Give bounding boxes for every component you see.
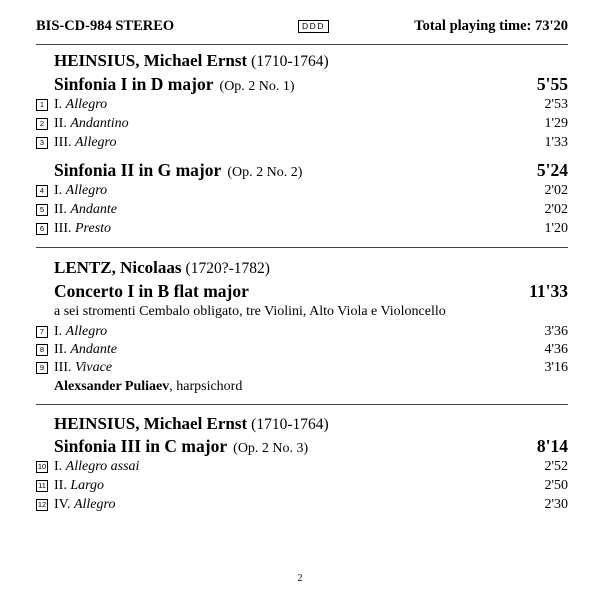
- booklet-header: [36, 18, 568, 38]
- section-divider: [36, 404, 568, 405]
- track-number-box: 12: [37, 500, 47, 509]
- movement-tempo: Allegro: [65, 324, 108, 339]
- track-duration: 3'36: [544, 324, 568, 339]
- work-duration: 11'33: [529, 281, 568, 301]
- track-number-box: 1: [36, 99, 48, 111]
- movement-tempo: Allegro: [65, 183, 108, 198]
- composer-name: HEINSIUS, Michael Ernst: [54, 51, 248, 70]
- track-duration: 2'53: [544, 97, 568, 112]
- movement-numeral: III.: [54, 135, 72, 150]
- composer-dates: (1720?-1782): [185, 260, 270, 277]
- work-duration: 5'24: [536, 160, 568, 180]
- track-row[interactable]: [36, 459, 568, 477]
- track-number-box: 4: [36, 185, 48, 197]
- track-duration: 2'02: [544, 202, 568, 217]
- work-instrumentation: a sei stromenti Cembalo obligato, tre Violini, Alto Viola e Violoncello: [54, 304, 446, 319]
- performer-role: , harpsichord: [169, 379, 243, 394]
- movement-tempo: Allegro: [75, 135, 117, 150]
- track-duration: 3'16: [544, 360, 568, 375]
- track-row[interactable]: [36, 360, 568, 378]
- performer-credit: [54, 379, 242, 395]
- movement-numeral: I.: [54, 324, 63, 339]
- track-row[interactable]: [36, 97, 568, 115]
- work-title: Sinfonia III in C major: [54, 436, 227, 456]
- track-number-box: 2: [36, 118, 48, 130]
- movement-numeral: IV.: [54, 497, 71, 512]
- work-title-row: [54, 281, 568, 303]
- total-playing-time: Total playing time: 73'20: [414, 18, 568, 34]
- movement-numeral: II.: [54, 202, 67, 217]
- movement-numeral: I.: [54, 459, 63, 474]
- track-duration: 2'02: [544, 183, 568, 198]
- composer-dates: (1710-1764): [251, 53, 329, 70]
- catalogue-number: BIS-CD-984 STEREO: [36, 18, 175, 34]
- performer-name: Alexsander Puliaev: [54, 379, 170, 394]
- composer-heading: [54, 258, 270, 278]
- track-row[interactable]: [36, 221, 568, 239]
- track-row[interactable]: [36, 202, 568, 220]
- track-number-box: 8: [36, 344, 48, 356]
- work-opus: (Op. 2 No. 2): [227, 165, 303, 180]
- composer-dates: (1710-1764): [251, 416, 329, 433]
- track-row[interactable]: [36, 324, 568, 342]
- work-title: Concerto I in B flat major: [54, 281, 249, 301]
- track-number-box: 3: [36, 137, 48, 149]
- work-title: Sinfonia II in G major: [54, 160, 221, 180]
- header-divider: [36, 44, 568, 45]
- track-number-box: 5: [36, 204, 48, 216]
- work-title-row: [54, 436, 568, 458]
- movement-numeral: I.: [54, 183, 63, 198]
- movement-numeral: II.: [54, 116, 67, 131]
- composer-name: HEINSIUS, Michael Ernst: [54, 414, 248, 433]
- track-duration: 2'50: [544, 478, 568, 493]
- movement-tempo: Andantino: [70, 116, 129, 131]
- work-duration: 8'14: [536, 436, 568, 456]
- track-duration: 2'30: [544, 497, 568, 512]
- section-divider: [36, 247, 568, 248]
- track-row[interactable]: [36, 342, 568, 360]
- work-title-row: [54, 74, 568, 96]
- movement-tempo: Andante: [70, 342, 117, 357]
- track-row[interactable]: [36, 116, 568, 134]
- movement-numeral: III.: [54, 360, 72, 375]
- track-number-box: 11: [36, 480, 48, 492]
- movement-tempo: Allegro: [65, 97, 108, 112]
- track-row[interactable]: [36, 135, 568, 153]
- ddd-recording-badge: DDD: [298, 20, 329, 33]
- track-row[interactable]: [36, 183, 568, 201]
- track-duration: 1'20: [544, 221, 568, 236]
- movement-tempo: Presto: [75, 221, 112, 236]
- work-opus: (Op. 2 No. 1): [219, 79, 295, 94]
- track-row[interactable]: [36, 478, 568, 496]
- composer-name: LENTZ, Nicolaas: [54, 258, 182, 277]
- page-number: 2: [297, 573, 303, 584]
- movement-numeral: II.: [54, 478, 67, 493]
- track-duration: 1'29: [544, 116, 568, 131]
- movement-numeral: I.: [54, 97, 63, 112]
- track-number-box: 6: [36, 223, 48, 235]
- track-duration: 4'36: [544, 342, 568, 357]
- work-title: Sinfonia I in D major: [54, 74, 214, 94]
- work-duration: 5'55: [536, 74, 568, 94]
- movement-numeral: III.: [54, 221, 72, 236]
- track-row[interactable]: [36, 497, 568, 515]
- movement-tempo: Largo: [70, 478, 105, 493]
- movement-numeral: II.: [54, 342, 67, 357]
- movement-tempo: Vivace: [75, 360, 113, 375]
- track-number-box: 10: [37, 462, 47, 471]
- track-duration: 2'52: [544, 459, 568, 474]
- composer-heading: [54, 51, 329, 71]
- composer-heading: [54, 414, 329, 434]
- movement-tempo: Allegro: [73, 497, 116, 512]
- track-duration: 1'33: [544, 135, 568, 150]
- work-title-row: [54, 160, 568, 182]
- track-number-box: 9: [36, 362, 48, 374]
- movement-tempo: Allegro assai: [65, 459, 140, 474]
- movement-tempo: Andante: [70, 202, 117, 217]
- work-opus: (Op. 2 No. 3): [233, 441, 309, 456]
- track-number-box: 7: [36, 326, 48, 338]
